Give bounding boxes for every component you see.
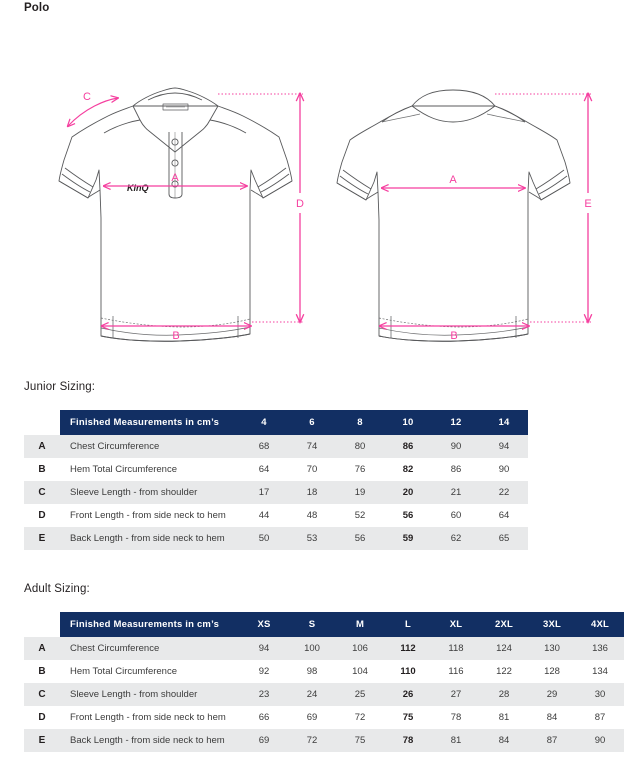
adult-cell: 23 [240, 683, 288, 706]
junior-cell: 90 [480, 458, 528, 481]
table-row [24, 527, 528, 550]
junior-cell: 17 [240, 481, 288, 504]
table-row [24, 458, 528, 481]
junior-header-size-2: 8 [336, 410, 384, 435]
adult-header-size-3: L [384, 612, 432, 637]
dimension-label-a-front: A [171, 172, 179, 184]
adult-header-size-0: XS [240, 612, 288, 637]
junior-cell: 21 [432, 481, 480, 504]
dimension-c-front [68, 98, 118, 126]
junior-sizing-label: Junior Sizing: [24, 381, 96, 393]
dimension-label-b-back: B [450, 330, 458, 342]
junior-row-letter: B [24, 458, 60, 481]
junior-cell: 22 [480, 481, 528, 504]
junior-cell: 59 [384, 527, 432, 550]
adult-cell: 24 [288, 683, 336, 706]
junior-header-size-3: 10 [384, 410, 432, 435]
table-row [24, 706, 624, 729]
table-row [24, 729, 624, 752]
junior-header-size-0: 4 [240, 410, 288, 435]
junior-header-row [24, 410, 528, 435]
adult-cell: 104 [336, 660, 384, 683]
adult-cell: 128 [528, 660, 576, 683]
adult-cell: 94 [240, 637, 288, 660]
junior-table-head [24, 410, 528, 435]
adult-sizing-label: Adult Sizing: [24, 583, 90, 595]
svg-text:KinQ: KinQ [127, 183, 149, 193]
dimension-label-e: E [584, 198, 592, 210]
dimension-label-a-back: A [449, 174, 457, 186]
junior-cell: 86 [432, 458, 480, 481]
table-row [24, 637, 624, 660]
table-row [24, 435, 528, 458]
brand-logo-front [127, 183, 149, 193]
adult-header-corner [24, 612, 60, 637]
adult-row-description: Sleeve Length - from shoulder [60, 683, 240, 706]
adult-cell: 66 [240, 706, 288, 729]
adult-row-description: Hem Total Circumference [60, 660, 240, 683]
junior-cell: 48 [288, 504, 336, 527]
junior-cell: 52 [336, 504, 384, 527]
junior-cell: 64 [480, 504, 528, 527]
dimension-label-d: D [296, 198, 304, 210]
dimension-label-c: C [83, 91, 91, 103]
adult-row-letter: C [24, 683, 60, 706]
adult-row-letter: B [24, 660, 60, 683]
table-row [24, 504, 528, 527]
junior-header-description: Finished Measurements in cm’s [60, 410, 240, 435]
adult-row-letter: D [24, 706, 60, 729]
junior-cell: 19 [336, 481, 384, 504]
junior-cell: 18 [288, 481, 336, 504]
adult-cell: 110 [384, 660, 432, 683]
junior-cell: 82 [384, 458, 432, 481]
adult-row-description: Front Length - from side neck to hem [60, 706, 240, 729]
junior-cell: 62 [432, 527, 480, 550]
adult-cell: 87 [576, 706, 624, 729]
junior-row-description: Front Length - from side neck to hem [60, 504, 240, 527]
dimension-e-back [495, 94, 591, 322]
adult-row-description: Chest Circumference [60, 637, 240, 660]
adult-cell: 92 [240, 660, 288, 683]
adult-header-size-1: S [288, 612, 336, 637]
dimension-label-b-front: B [172, 330, 180, 342]
junior-cell: 86 [384, 435, 432, 458]
adult-cell: 69 [288, 706, 336, 729]
junior-row-description: Sleeve Length - from shoulder [60, 481, 240, 504]
adult-header-description: Finished Measurements in cm’s [60, 612, 240, 637]
junior-cell: 64 [240, 458, 288, 481]
adult-cell: 30 [576, 683, 624, 706]
junior-cell: 20 [384, 481, 432, 504]
adult-cell: 90 [576, 729, 624, 752]
adult-cell: 112 [384, 637, 432, 660]
adult-cell: 136 [576, 637, 624, 660]
adult-table-body [24, 637, 624, 752]
junior-cell: 44 [240, 504, 288, 527]
polo-back-view [337, 90, 570, 341]
adult-header-size-7: 4XL [576, 612, 624, 637]
junior-cell: 90 [432, 435, 480, 458]
junior-row-letter: C [24, 481, 60, 504]
junior-header-size-5: 14 [480, 410, 528, 435]
junior-cell: 74 [288, 435, 336, 458]
table-row [24, 481, 528, 504]
adult-header-row [24, 612, 624, 637]
junior-header-corner [24, 410, 60, 435]
adult-cell: 72 [288, 729, 336, 752]
junior-cell: 80 [336, 435, 384, 458]
junior-cell: 76 [336, 458, 384, 481]
adult-row-letter: E [24, 729, 60, 752]
junior-row-description: Hem Total Circumference [60, 458, 240, 481]
junior-cell: 60 [432, 504, 480, 527]
adult-table-head [24, 612, 624, 637]
polo-front-view [59, 88, 292, 341]
junior-cell: 68 [240, 435, 288, 458]
junior-cell: 56 [336, 527, 384, 550]
adult-cell: 69 [240, 729, 288, 752]
adult-cell: 72 [336, 706, 384, 729]
adult-cell: 118 [432, 637, 480, 660]
page-title: Polo [24, 2, 50, 14]
dimension-d-front [218, 94, 303, 322]
junior-row-letter: E [24, 527, 60, 550]
junior-row-letter: D [24, 504, 60, 527]
adult-cell: 81 [432, 729, 480, 752]
junior-header-size-4: 12 [432, 410, 480, 435]
adult-cell: 75 [336, 729, 384, 752]
adult-cell: 134 [576, 660, 624, 683]
adult-cell: 124 [480, 637, 528, 660]
junior-cell: 50 [240, 527, 288, 550]
adult-cell: 27 [432, 683, 480, 706]
junior-row-letter: A [24, 435, 60, 458]
adult-cell: 84 [528, 706, 576, 729]
adult-cell: 75 [384, 706, 432, 729]
junior-row-description: Back Length - from side neck to hem [60, 527, 240, 550]
adult-cell: 84 [480, 729, 528, 752]
junior-header-size-1: 6 [288, 410, 336, 435]
adult-row-letter: A [24, 637, 60, 660]
junior-row-description: Chest Circumference [60, 435, 240, 458]
adult-cell: 28 [480, 683, 528, 706]
adult-header-size-6: 3XL [528, 612, 576, 637]
adult-cell: 87 [528, 729, 576, 752]
junior-cell: 94 [480, 435, 528, 458]
polo-illustration [0, 48, 636, 348]
adult-cell: 25 [336, 683, 384, 706]
adult-cell: 116 [432, 660, 480, 683]
adult-sizing-table [24, 612, 624, 752]
adult-cell: 122 [480, 660, 528, 683]
junior-cell: 70 [288, 458, 336, 481]
adult-cell: 81 [480, 706, 528, 729]
junior-table-body [24, 435, 528, 550]
adult-cell: 100 [288, 637, 336, 660]
adult-cell: 78 [432, 706, 480, 729]
table-row [24, 683, 624, 706]
adult-header-size-4: XL [432, 612, 480, 637]
adult-header-size-2: M [336, 612, 384, 637]
adult-cell: 106 [336, 637, 384, 660]
adult-cell: 26 [384, 683, 432, 706]
table-row [24, 660, 624, 683]
junior-cell: 56 [384, 504, 432, 527]
adult-cell: 29 [528, 683, 576, 706]
adult-row-description: Back Length - from side neck to hem [60, 729, 240, 752]
junior-sizing-table [24, 410, 528, 550]
adult-cell: 130 [528, 637, 576, 660]
junior-cell: 53 [288, 527, 336, 550]
adult-cell: 78 [384, 729, 432, 752]
junior-cell: 65 [480, 527, 528, 550]
adult-cell: 98 [288, 660, 336, 683]
adult-header-size-5: 2XL [480, 612, 528, 637]
